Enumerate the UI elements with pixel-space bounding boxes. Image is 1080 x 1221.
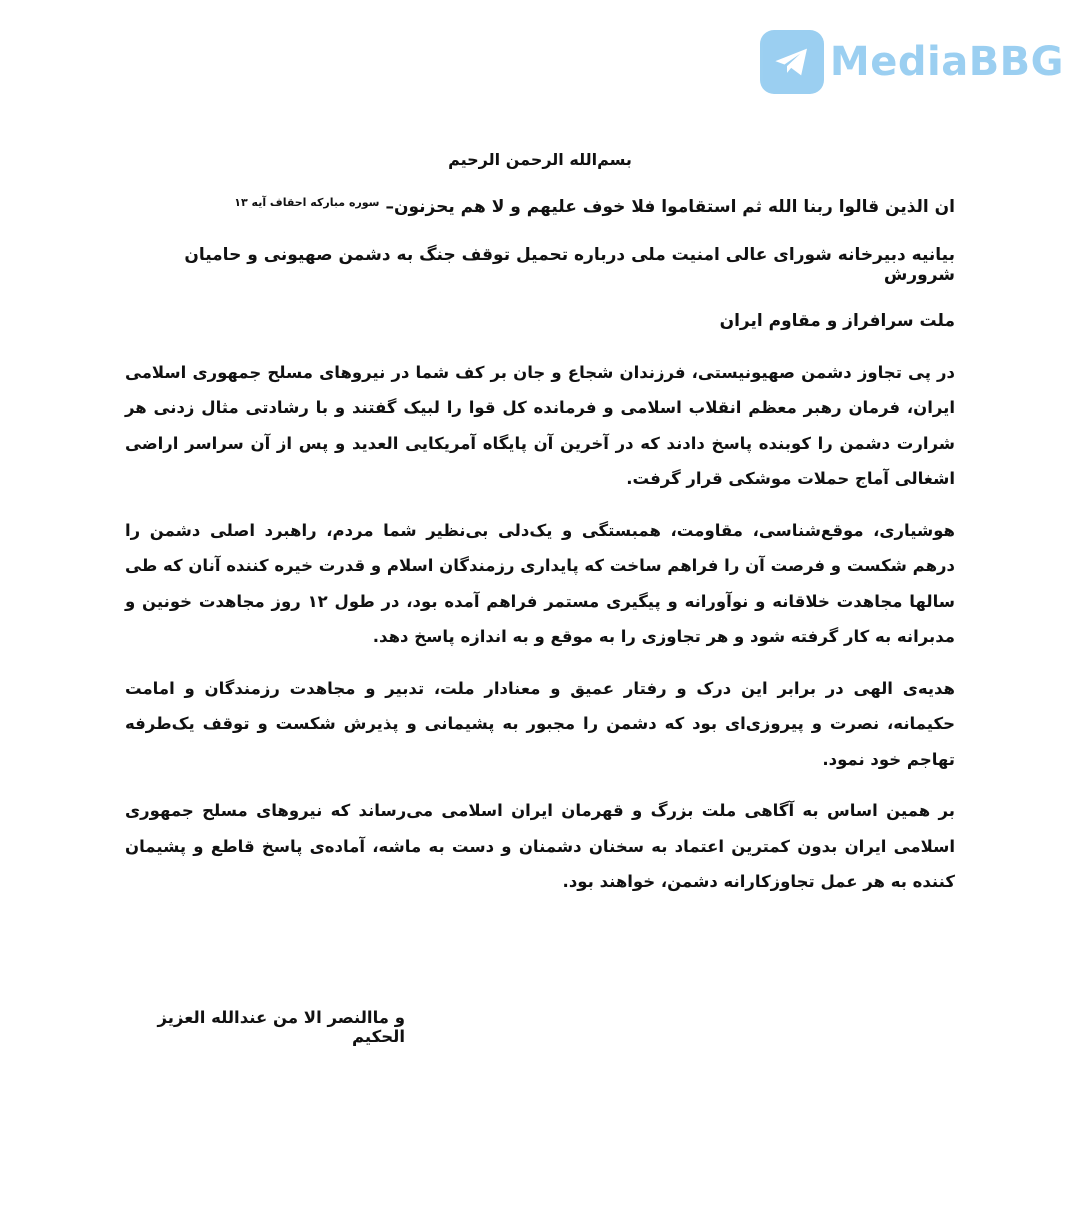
paragraph-4: بر همین اساس به آگاهی ملت بزرگ و قهرمان ایران اسلامی می‌رساند که نیروهای مسلح جمهوری اسلامی ایران بدون کمترین اعتماد به سخنان دشمنان و دست به ماشه، آماده‌ی پاسخ قاطع و پشیمان کننده به هر عمل تجاوزکارانه دشمن، خواهند بود. bbox=[125, 801, 955, 892]
verse-text: ان الذین قالوا ربنا الله ثم استقاموا فلا خوف علیهم و لا هم یحزنون– bbox=[385, 197, 955, 217]
statement-title: بیانیه دبیرخانه شورای عالی امنیت ملی درباره تحمیل توقف جنگ به دشمن صهیونی و حامیان شرورش bbox=[184, 245, 955, 285]
basmala: بسم‌الله الرحمن الرحیم bbox=[448, 150, 632, 169]
verse-source: سوره مبارکه احقاف آیه ۱۳ bbox=[234, 196, 380, 209]
closing-line: و ماالنصر الا من عندالله العزیز الحکیم bbox=[157, 1008, 405, 1046]
watermark bbox=[760, 30, 1064, 94]
quran-verse bbox=[125, 197, 955, 217]
salutation: ملت سرافراز و مقاوم ایران bbox=[719, 311, 955, 331]
statement-document bbox=[125, 150, 955, 916]
watermark-brand: MediaBBG bbox=[829, 39, 1064, 85]
paragraph-3: هدیه‌ی الهی در برابر این درک و رفتار عمیق و معنادار ملت، تدبیر و مجاهدت رزمندگان و امامت حکیمانه، نصرت و پیروزی‌ای بود که دشمن را مجبور به پشیمانی و پذیرش شکست و توقف یک‌طرفه تهاجم خود نمود. bbox=[125, 678, 955, 769]
telegram-plane-icon bbox=[760, 30, 824, 94]
paragraph-2: هوشیاری، موقع‌شناسی، مقاومت، همبستگی و یک‌دلی بی‌نظیر شما مردم، راهبرد اصلی دشمن را درهم شکست و فرصت آن را فراهم ساخت که پایداری رزمندگان اسلام و قدرت خیره کننده آنان که طی سالها مجاهدت خلاقانه و نوآورانه و پیگیری مستمر فراهم آمده بود، در طول ۱۲ روز مجاهدت خونین و مدبرانه به کار گرفته شود و هر تجاوزی را به موقع و به اندازه پاسخ دهد. bbox=[125, 520, 956, 647]
paragraph-1: در پی تجاوز دشمن صهیونیستی، فرزندان شجاع و جان بر کف شما در نیروهای مسلح جمهوری اسلامی ایران، فرمان رهبر معظم انقلاب اسلامی و فرمانده کل قوا را لبیک گفتند و با رشادتی مثال زدنی هر شرارت دشمن را کوبنده پاسخ دادند که در آخرین آن پایگاه آمریکایی العدید و پس از آن سراسر اراضی اشغالی آماج حملات موشکی قرار گرفت. bbox=[125, 363, 955, 489]
